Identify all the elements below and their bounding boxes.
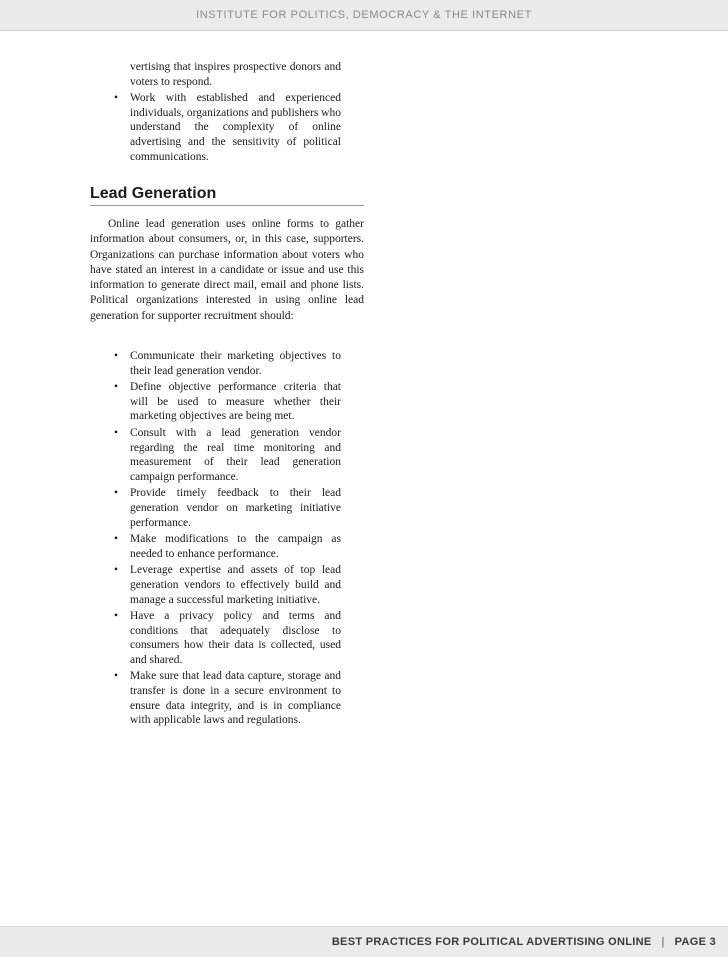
list-item [90, 91, 341, 164]
continued-list [90, 60, 341, 166]
footer-separator: | [661, 936, 665, 948]
continued-bullets [90, 91, 341, 164]
bullet-text: Make sure that lead data capture, storage and transfer is done in a secure environment to ensure data integrity, and is in compliance with applicable laws and regulations. [130, 670, 341, 727]
bullet-icon: • [114, 670, 119, 683]
bullet-text: Consult with a lead generation vendor regarding the real time monitoring and measurement of their lead generation campaign performance. [130, 426, 341, 483]
bullet-icon: • [114, 426, 119, 439]
section-paragraph: Online lead generation uses online forms to gather information about consumers, or, in this case, supporters. Organizations can purchase information about voters who have stated an interest in a candidate or issue and use this information to generate direct mail, email and phone lists. Political organizations interested in using online lead generation for supporter recruitment should: [90, 218, 364, 322]
bullet-icon: • [114, 92, 119, 105]
list-item [90, 426, 341, 484]
bullet-text: Communicate their marketing objectives to their lead generation vendor. [130, 350, 341, 377]
list-item [90, 609, 341, 667]
bullet-text: Define objective performance criteria that will be used to measure whether their marketing objectives are being met. [130, 381, 341, 423]
list-item [90, 532, 341, 561]
bullet-icon: • [114, 487, 119, 500]
header-title: INSTITUTE FOR POLITICS, DEMOCRACY & THE INTERNET [196, 9, 532, 21]
footer-label [332, 936, 716, 948]
page-footer [0, 926, 728, 957]
list-item [90, 349, 341, 378]
bullet-text: Make modifications to the campaign as needed to enhance performance. [130, 533, 341, 560]
list-item [90, 486, 341, 530]
bullet-icon: • [114, 381, 119, 394]
bullet-icon: • [114, 610, 119, 623]
list-item [90, 563, 341, 607]
bullet-icon: • [114, 350, 119, 362]
list-item [90, 669, 341, 727]
section-heading: Lead Generation [90, 185, 364, 206]
lead-generation-list [90, 349, 341, 730]
bullet-icon: • [114, 564, 119, 577]
bullet-text: Leverage expertise and assets of top lead generation vendors to effectively build and manage a successful marketing initiative. [130, 564, 341, 606]
footer-title: BEST PRACTICES FOR POLITICAL ADVERTISING ONLINE [331, 936, 652, 948]
page-number: PAGE 3 [674, 936, 716, 948]
bullet-icon: • [114, 533, 119, 546]
bullet-text: Provide timely feedback to their lead generation vendor on marketing initiative performance. [130, 487, 341, 529]
bullet-text: Have a privacy policy and terms and conditions that adequately disclose to consumers how their data is collected, used and shared. [130, 610, 341, 666]
bullet-text: Work with established and experienced individuals, organizations and publishers who understand the complexity of online advertising and the sensitivity of political communications. [130, 92, 341, 163]
continued-text: vertising that inspires prospective donors and voters to respond. [130, 61, 341, 88]
list-item [90, 380, 341, 424]
page-header [0, 0, 728, 31]
